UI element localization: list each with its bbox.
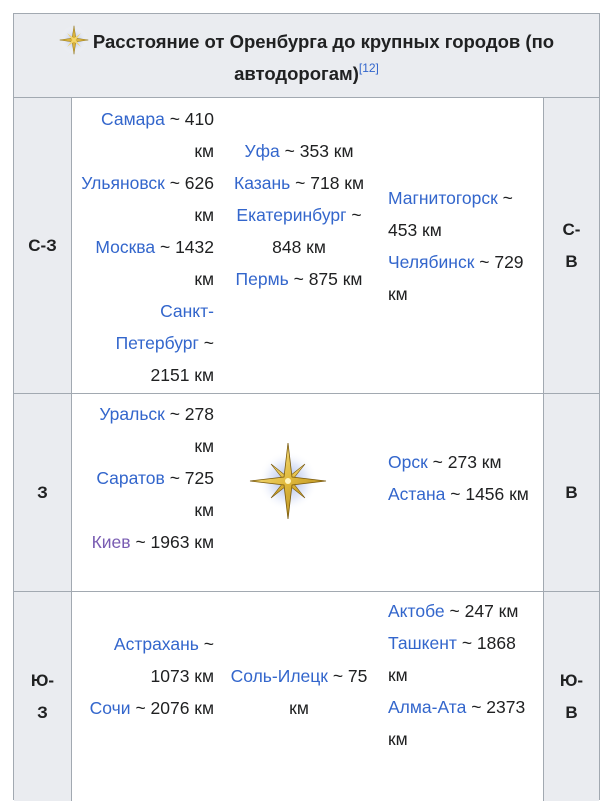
cell-north-center [224, 135, 374, 295]
row-divider [14, 591, 599, 592]
list-item: Санкт-Петербург ~ 2151 км [115, 301, 214, 385]
cell-middle-west [80, 398, 214, 558]
direction-label-w: З [14, 394, 72, 591]
list-item: Ульяновск ~ 626 км [81, 173, 214, 225]
city-link[interactable]: Алма-Ата [388, 697, 467, 717]
table-header [14, 14, 599, 98]
city-link[interactable]: Магнитогорск [388, 188, 498, 208]
city-link[interactable]: Саратов [96, 468, 165, 488]
city-link[interactable]: Астрахань [113, 634, 199, 654]
city-link[interactable]: Киев [91, 532, 131, 552]
city-link[interactable]: Пермь [235, 269, 289, 289]
list-item: Уральск ~ 278 км [99, 404, 214, 456]
compass-rose-icon [248, 441, 328, 521]
list-item: Астрахань ~ 1073 км [113, 634, 214, 686]
city-link[interactable]: Орск [388, 452, 428, 472]
direction-label-se: Ю-В [543, 592, 599, 801]
cell-south-east [388, 595, 540, 755]
city-link[interactable]: Соль-Илецк [230, 666, 328, 686]
header-title-line2: автодорогам) [234, 63, 359, 85]
cell-north-west [80, 103, 214, 391]
direction-label-sw: Ю-З [14, 592, 72, 801]
city-link[interactable]: Астана [388, 484, 446, 504]
distance-table [13, 13, 600, 800]
list-item: Магнитогорск ~ 453 км [388, 188, 513, 240]
city-link[interactable]: Уральск [99, 404, 165, 424]
cell-south-center [224, 660, 374, 724]
city-link[interactable]: Актобе [388, 601, 445, 621]
list-item: Соль-Илецк ~ 75 км [230, 666, 368, 718]
header-title-line1: Расстояние от Оренбурга до крупных городов (по [92, 31, 555, 52]
city-link[interactable]: Ульяновск [81, 173, 165, 193]
cell-south-west [80, 628, 214, 724]
cell-north-east [388, 182, 540, 310]
reference-link[interactable]: [12] [358, 61, 379, 76]
row-divider [14, 393, 599, 394]
list-item: Саратов ~ 725 км [96, 468, 214, 520]
list-item: Москва ~ 1432 км [95, 237, 214, 289]
list-item: Алма-Ата ~ 2373 км [388, 697, 526, 749]
list-item: Орск ~ 273 км [388, 452, 502, 472]
city-link[interactable]: Екатеринбург [236, 205, 347, 225]
direction-label-ne: С-В [543, 98, 599, 393]
list-item: Пермь ~ 875 км [235, 269, 363, 289]
list-item: Казань ~ 718 км [234, 173, 364, 193]
list-item: Самара ~ 410 км [101, 109, 214, 161]
list-item: Уфа ~ 353 км [244, 141, 354, 161]
direction-label-nw: С-З [14, 98, 72, 393]
city-link[interactable]: Казань [234, 173, 291, 193]
city-link[interactable]: Сочи [89, 698, 131, 718]
city-link[interactable]: Челябинск [388, 252, 475, 272]
list-item: Челябинск ~ 729 км [388, 252, 524, 304]
list-item: Киев ~ 1963 км [91, 532, 214, 552]
list-item: Астана ~ 1456 км [388, 484, 529, 504]
city-link[interactable]: Самара [101, 109, 165, 129]
list-item: Актобе ~ 247 км [388, 601, 519, 621]
city-link[interactable]: Москва [95, 237, 156, 257]
list-item: Ташкент ~ 1868 км [388, 633, 516, 685]
direction-label-e: В [543, 394, 599, 591]
list-item: Екатеринбург ~ 848 км [236, 205, 362, 257]
list-item: Сочи ~ 2076 км [89, 698, 214, 718]
city-link[interactable]: Уфа [244, 141, 280, 161]
compass-rose-icon [59, 25, 89, 55]
city-link[interactable]: Санкт-Петербург [115, 301, 214, 353]
cell-middle-east [388, 446, 540, 510]
city-link[interactable]: Ташкент [388, 633, 457, 653]
